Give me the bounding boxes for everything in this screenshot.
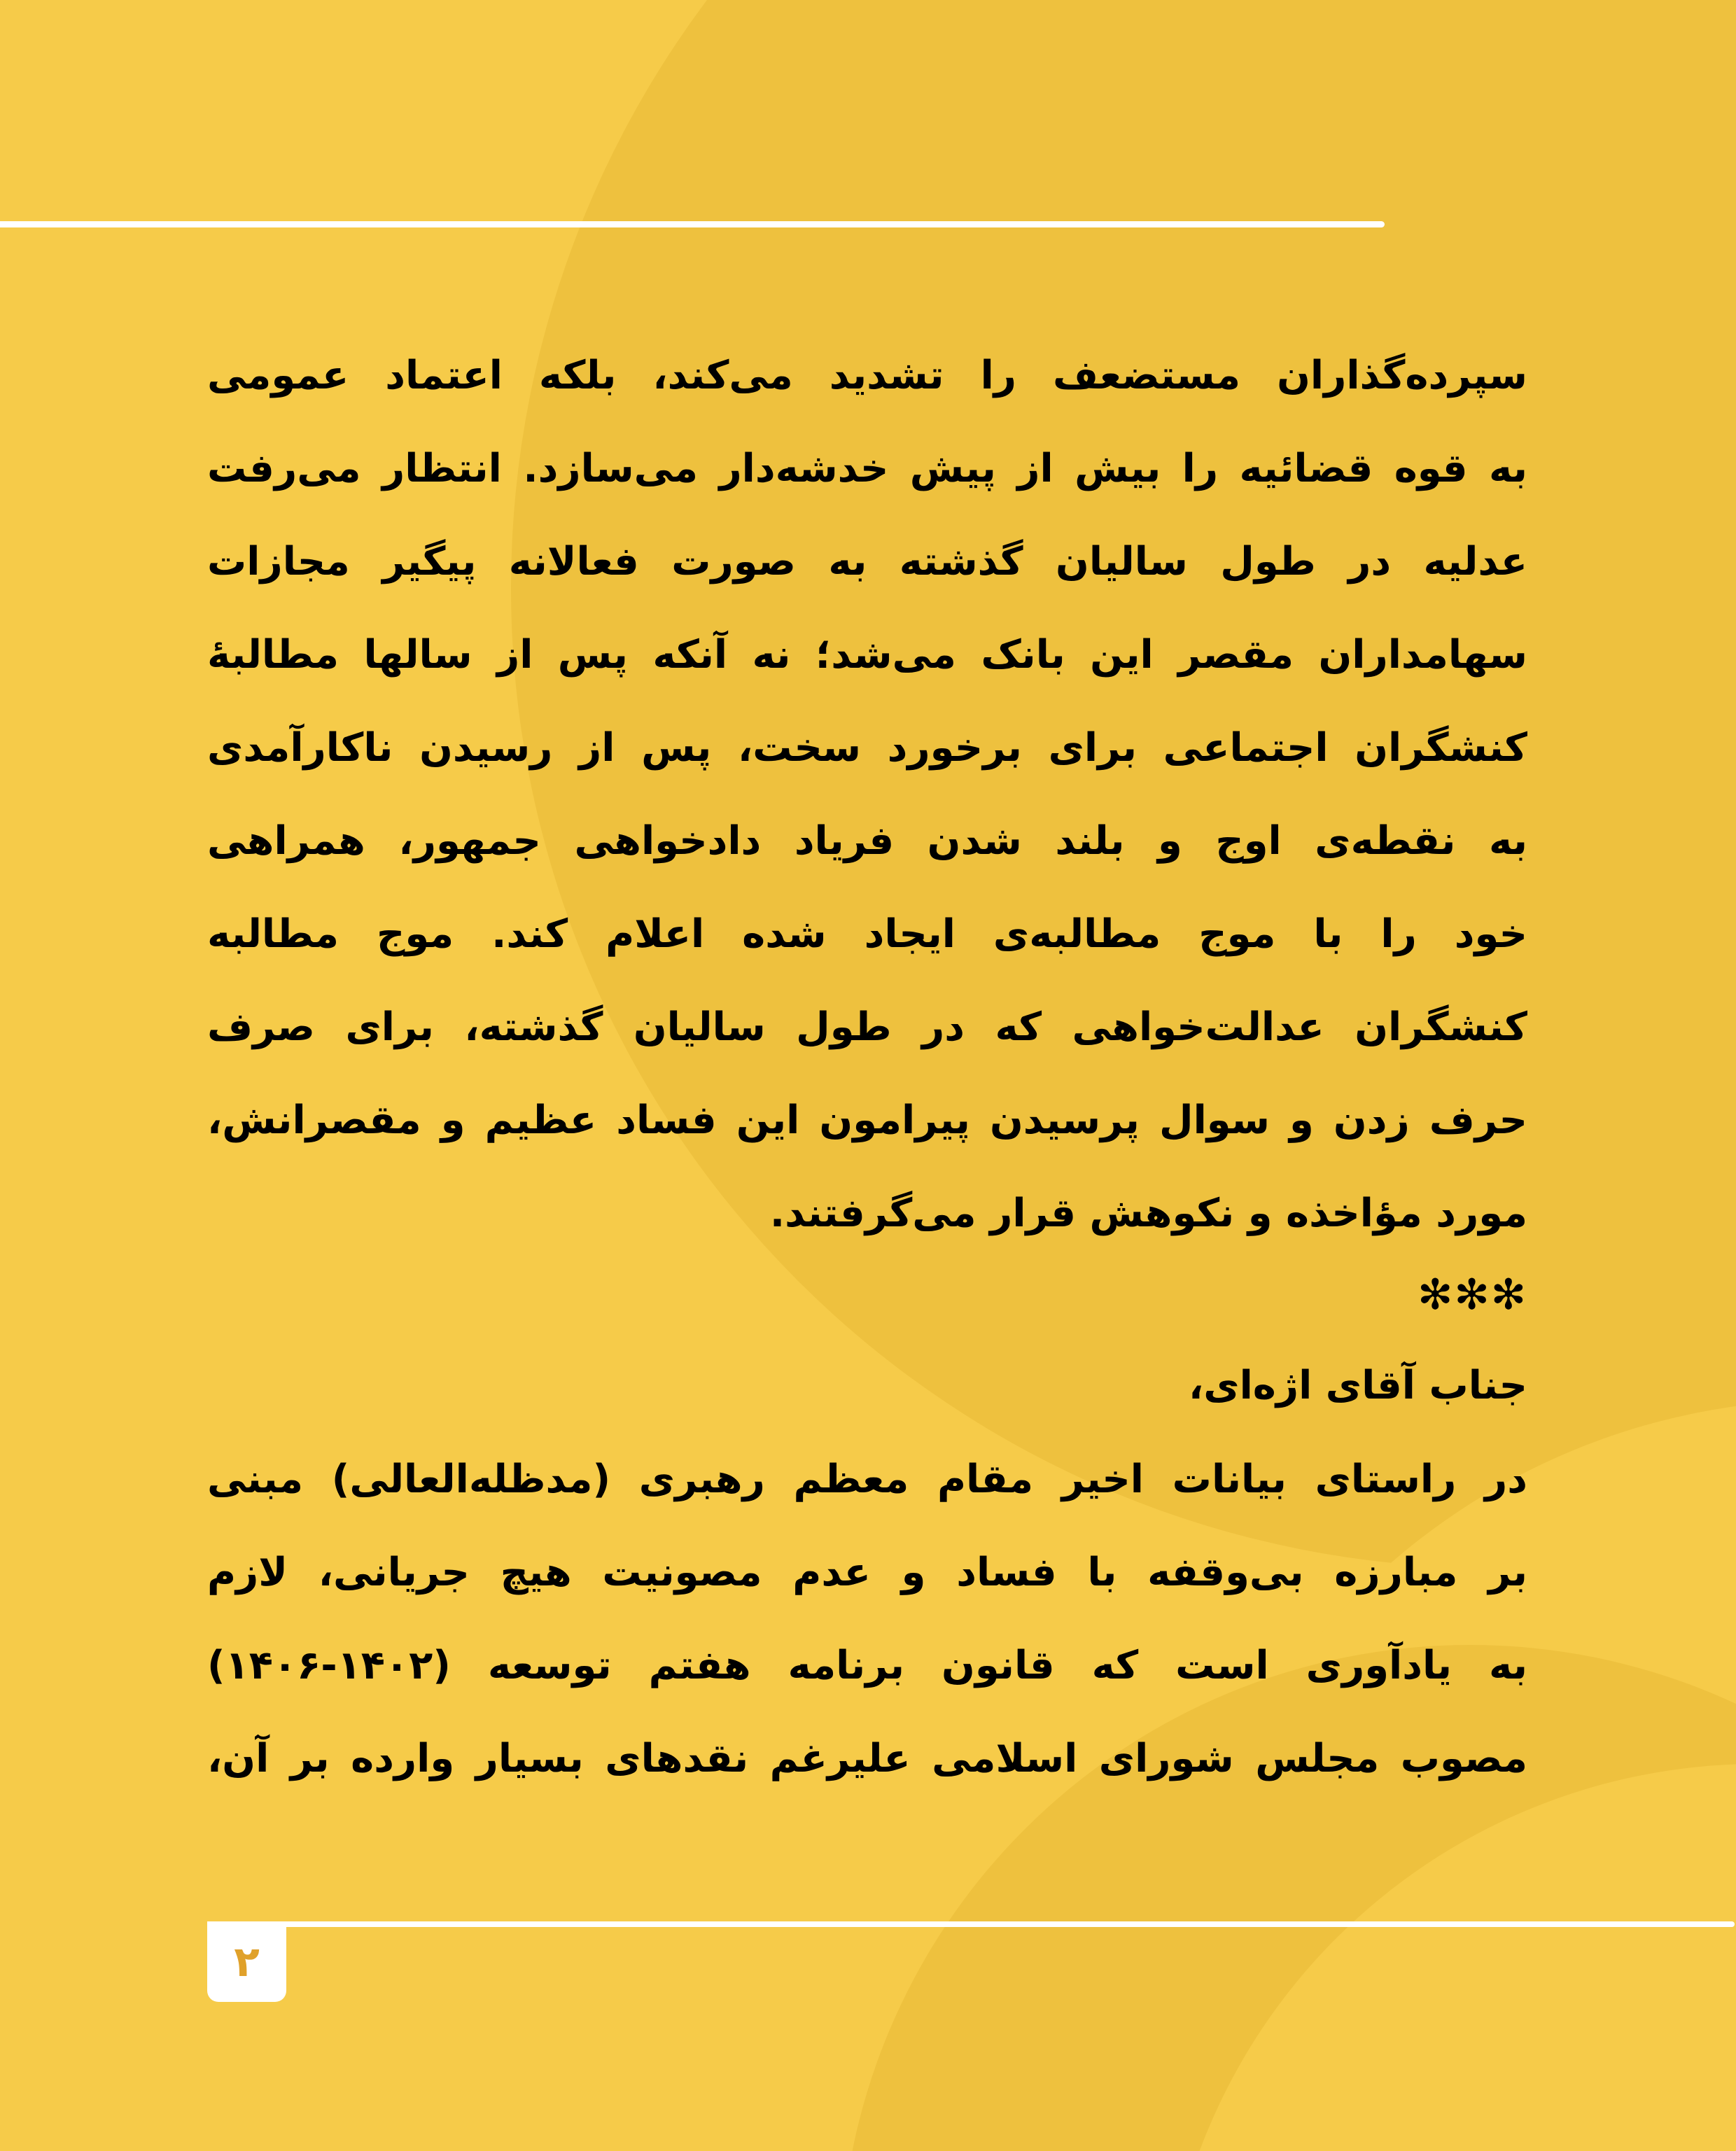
text-line: مصوب مجلس شورای اسلامی علیرغم نقدهای بسیار وارده بر آن،: [207, 1736, 1527, 1781]
text-line: در راستای بیانات اخیر مقام معظم رهبری (مدظله‌العالی) مبنی: [207, 1457, 1527, 1502]
section-separator-asterisks-icon: ✻✻✻: [1418, 1270, 1527, 1319]
text-line: خود را با موج مطالبه‌ی ایجاد شده اعلام کند. موج مطالبه: [207, 911, 1527, 957]
text-line: به یادآوری است که قانون برنامه هفتم توسعه (۱۴۰۲-۱۴۰۶): [207, 1643, 1527, 1688]
text-line: سهامداران مقصر این بانک می‌شد؛ نه آنکه پس از سالها مطالبهٔ: [207, 632, 1527, 678]
text-line: به نقطه‌ی اوج و بلند شدن فریاد دادخواهی جمهور، همراهی: [207, 818, 1527, 864]
text-line: حرف زدن و سوال پرسیدن پیرامون این فساد عظیم و مقصرانش،: [207, 1098, 1527, 1143]
text-line: بر مبارزه بی‌وقفه با فساد و عدم مصونیت هیچ جریانی، لازم: [207, 1550, 1527, 1595]
page-number: ۲: [234, 1937, 260, 1987]
text-line: مورد مؤاخذه و نکوهش قرار می‌گرفتند.: [769, 1191, 1527, 1236]
paragraph-2: [207, 1433, 1527, 1805]
page-number-badge: [207, 1921, 286, 2002]
bottom-divider-line: [207, 1921, 1735, 1927]
paragraph-1: [207, 329, 1527, 1260]
text-line: کنشگران عدالت‌خواهی که در طول سالیان گذشته، برای صرف: [207, 1004, 1527, 1050]
text-line: به قوه قضائیه را بیش از پیش خدشه‌دار می‌سازد. انتظار می‌رفت: [207, 446, 1527, 491]
text-line: کنشگران اجتماعی برای برخورد سخت، پس از رسیدن ناکارآمدی: [207, 725, 1527, 771]
salutation: جناب آقای اژه‌ای،: [1188, 1363, 1527, 1408]
top-divider-line: [0, 221, 1385, 227]
text-line: عدلیه در طول سالیان گذشته به صورت فعالانه پیگیر مجازات: [207, 539, 1527, 584]
page-body: [207, 329, 1527, 1805]
text-line: سپرده‌گذاران مستضعف را تشدید می‌کند، بلکه اعتماد عمومی: [207, 353, 1527, 398]
